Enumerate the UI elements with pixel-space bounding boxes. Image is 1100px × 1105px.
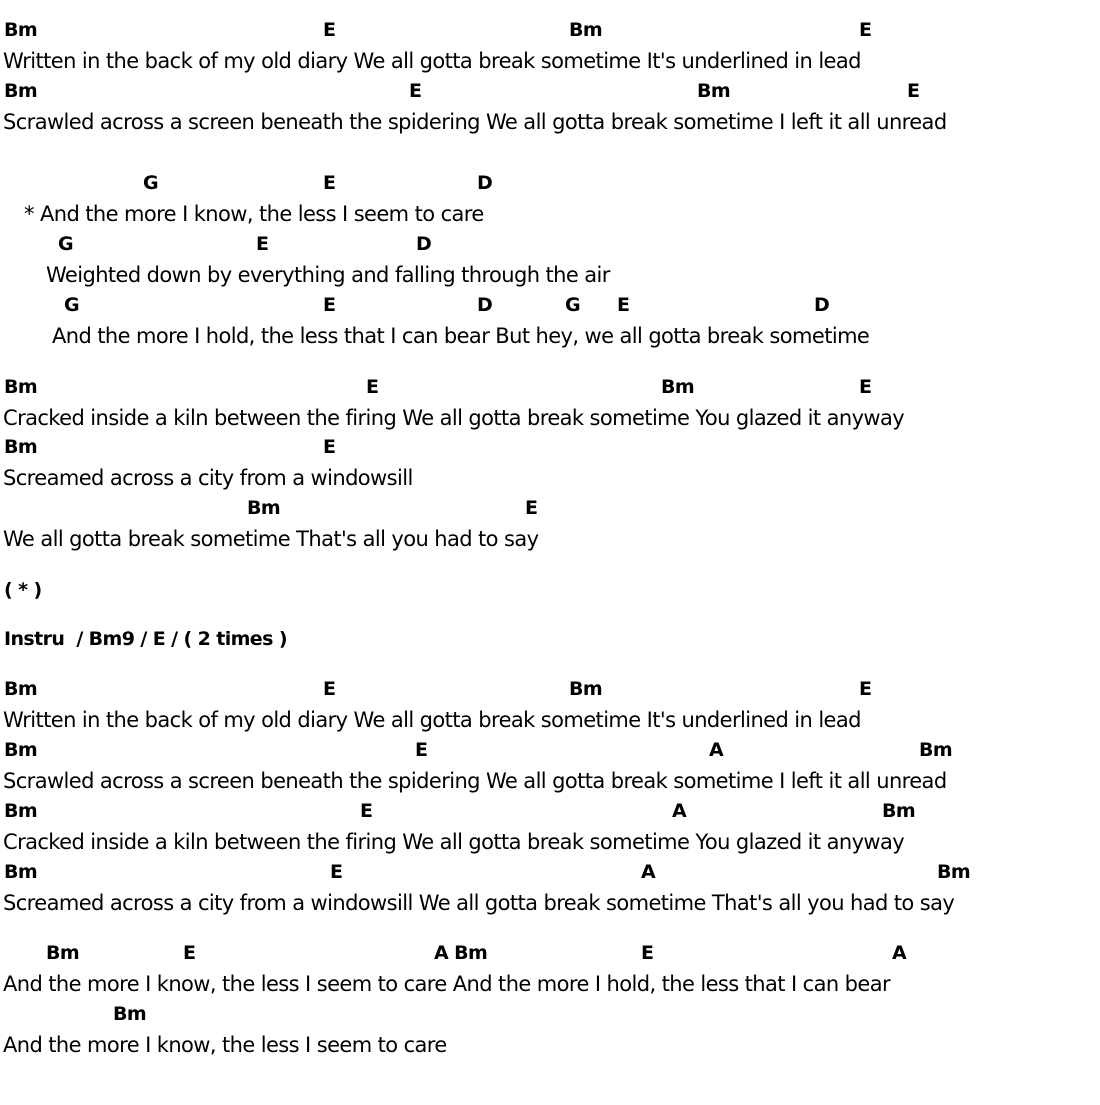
chord-line [0,1003,1100,1033]
chord: Bm [113,1003,147,1025]
lyric-line [0,49,1100,79]
lyric-line [0,708,1100,738]
repeat-chorus-marker [0,579,1100,609]
lyric-line [0,406,1100,436]
chord: Bm [661,376,695,398]
chord: E [360,800,373,822]
chord-line [0,800,1100,830]
chord: E [323,436,336,458]
chord: D [814,294,830,316]
chord-line [0,861,1100,891]
chord: Bm [569,678,603,700]
chord: A [709,739,724,761]
chord-line [0,80,1100,110]
chord-line [0,678,1100,708]
chord: Bm [919,739,953,761]
chord: Bm [4,678,38,700]
chord: E [859,376,872,398]
lyric-line [0,891,1100,921]
chord: Bm [4,19,38,41]
chord-line [0,376,1100,406]
chord: E [366,376,379,398]
lyric-text: Scrawled across a screen beneath the spidering We all gotta break sometime I left it all unread [3,110,947,134]
chord: A [672,800,687,822]
lyric-line [0,263,1100,293]
lyric-text: Weighted down by everything and falling through the air [46,263,610,287]
chord: Bm [882,800,916,822]
lyric-text: * And the more I know, the less I seem to care [24,202,484,226]
chord: Bm [4,436,38,458]
chord: G [565,294,580,316]
chord: Bm [937,861,971,883]
chord: Bm [247,497,281,519]
chord: E [323,172,336,194]
lyric-line [0,110,1100,140]
lyric-text: And the more I know, the less I seem to care [3,1033,447,1057]
chord: E [859,19,872,41]
chord: E [256,233,269,255]
chord: E [323,678,336,700]
lyric-line [0,830,1100,860]
chord-line [0,436,1100,466]
lyric-text: Screamed across a city from a windowsill [3,466,413,490]
chord: E [859,678,872,700]
chord: A Bm [434,942,488,964]
chord: E [415,739,428,761]
lyric-text: We all gotta break sometime That's all you had to say [3,527,539,551]
lyric-text: Scrawled across a screen beneath the spidering We all gotta break sometime I left it all unread [3,769,947,793]
chord: G [143,172,158,194]
chord-line [0,942,1100,972]
chord-line [0,739,1100,769]
chord: Bm [4,80,38,102]
chord-line [0,172,1100,202]
lyric-line [0,324,1100,354]
repeat-marker-text: ( * ) [4,579,42,601]
chord-line [0,497,1100,527]
chord: G [58,233,73,255]
chord: E [330,861,343,883]
chord: E [525,497,538,519]
chord: Bm [4,800,38,822]
chord: E [183,942,196,964]
lyric-text: Screamed across a city from a windowsill We all gotta break sometime That's all you had to say [3,891,955,915]
lyric-line [0,769,1100,799]
chord: A [641,861,656,883]
chord: E [323,294,336,316]
lyric-text: Cracked inside a kiln between the firing We all gotta break sometime You glazed it anyway [3,406,905,430]
chord: E [323,19,336,41]
chord: Bm [46,942,80,964]
chord: Bm [4,861,38,883]
chord-line [0,233,1100,263]
chord-line [0,19,1100,49]
lyric-line [0,466,1100,496]
chord: G [64,294,79,316]
chord: D [477,172,493,194]
lyric-text: Written in the back of my old diary We all gotta break sometime It's underlined in lead [3,708,861,732]
chord: E [617,294,630,316]
lyric-text: And the more I know, the less I seem to care And the more I hold, the less that I can bear [3,972,891,996]
chord-line [0,294,1100,324]
chord: E [409,80,422,102]
chord: Bm [697,80,731,102]
lyric-text: Cracked inside a kiln between the firing We all gotta break sometime You glazed it anyway [3,830,905,854]
lyric-line [0,972,1100,1002]
lyric-line [0,527,1100,557]
lyric-text: Written in the back of my old diary We all gotta break sometime It's underlined in lead [3,49,861,73]
lyric-text: And the more I hold, the less that I can bear But hey, we all gotta break sometime [52,324,870,348]
chord: E [907,80,920,102]
chord: D [416,233,432,255]
chord: Bm [4,739,38,761]
instrumental-text: Instru / Bm9 / E / ( 2 times ) [4,628,287,650]
instrumental-line [0,628,1100,658]
chord: D [477,294,493,316]
chord: Bm [569,19,603,41]
chord: E [641,942,654,964]
chord: Bm [4,376,38,398]
lyric-line [0,1033,1100,1063]
chord: A [892,942,907,964]
lyric-line [0,202,1100,232]
